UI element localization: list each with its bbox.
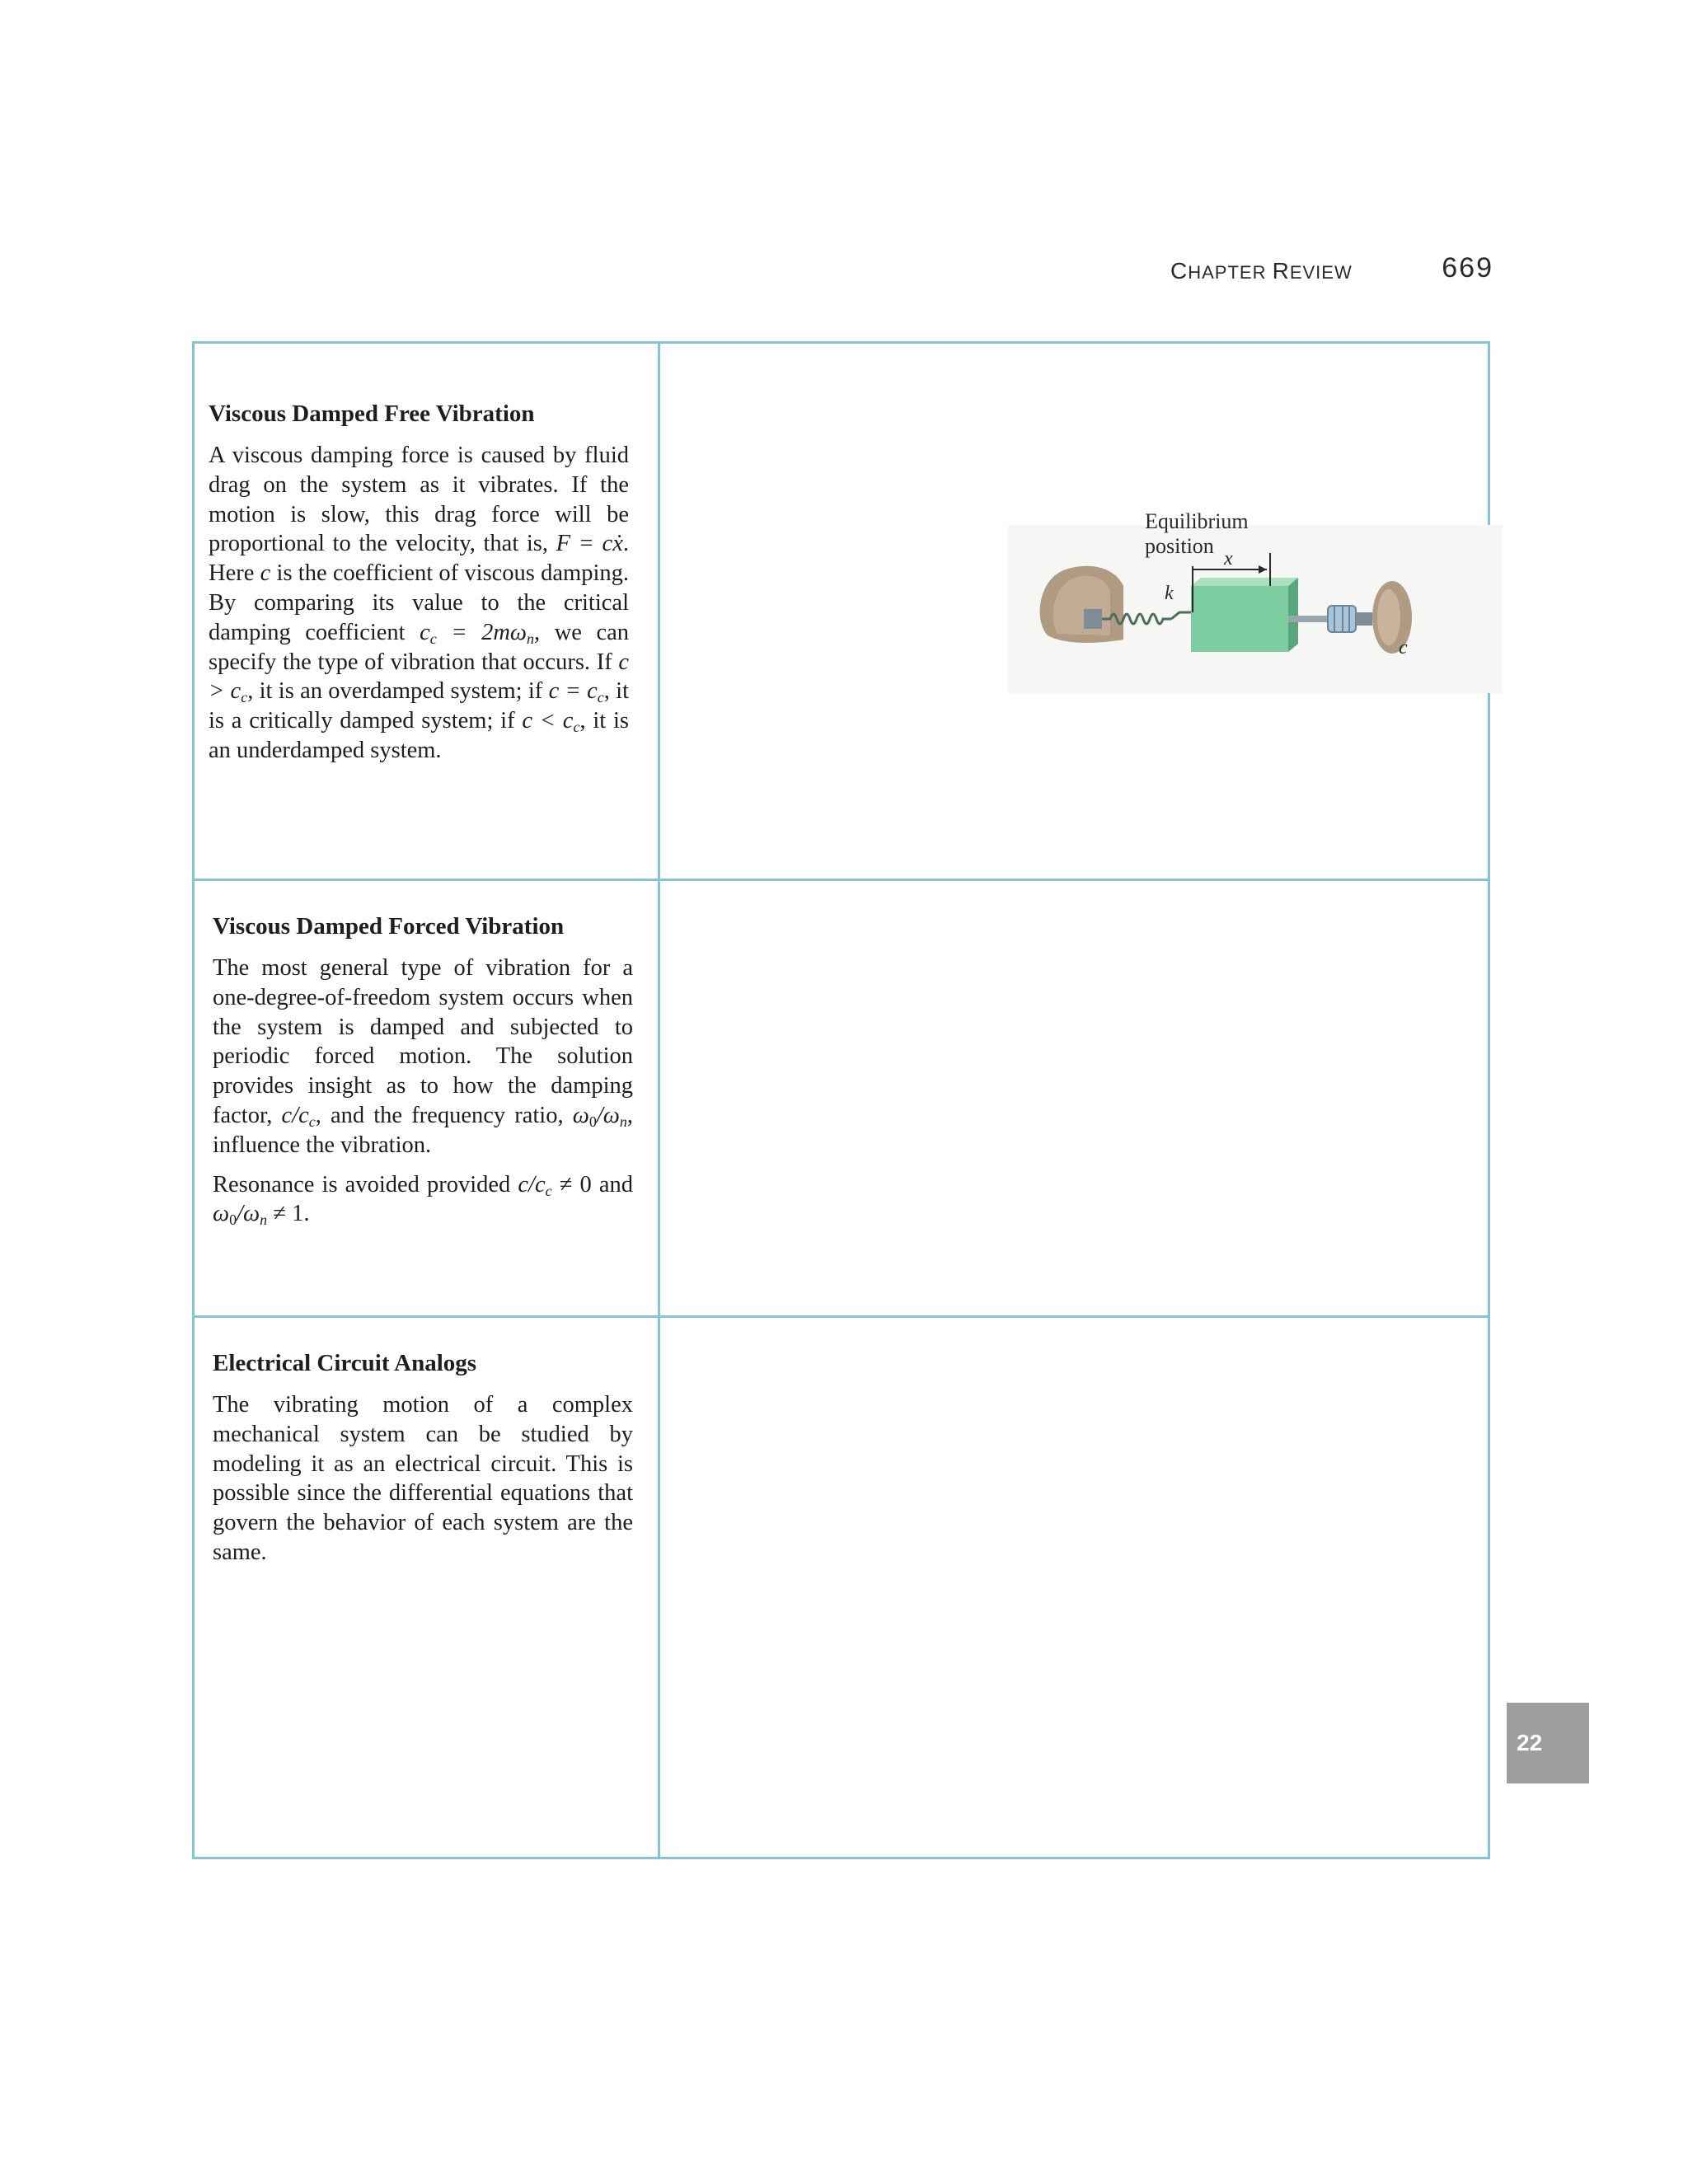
section-title: Electrical Circuit Analogs [213, 1350, 477, 1376]
chapter-tab: 22 [1507, 1703, 1589, 1783]
c-label: c [1399, 637, 1408, 658]
figure-cell [660, 881, 1488, 1315]
running-head: CHAPTER REVIEW [1170, 258, 1353, 284]
x-label: x [1224, 548, 1233, 569]
section-block [209, 398, 629, 776]
section-paragraph: A viscous damping force is caused by fluid drag on the system as it vibrates. If the motion is slow, this drag force will be proportional to the velocity, that is, F = cẋ. Here c is the coefficient of viscous damping. By comparing its value to the critical damping coefficient $c_c = 2m\omega_n$, we can specify the type of vibration that occurs. If $c > c_c$, it is an overdamped system; if $c = c_c$, it is a critically damped system; if $c < c_c$, it is an underdamped system. [209, 443, 630, 763]
position-label: position [1145, 534, 1214, 558]
section-title: Viscous Damped Forced Vibration [213, 913, 565, 940]
section-title: Viscous Damped Free Vibration [209, 401, 535, 427]
section-paragraph: Resonance is avoided provided $c/c_c \ne 0$ and $\omega_0/\omega_n \ne 1$. [213, 1171, 633, 1229]
damper-mount [1356, 612, 1372, 626]
section-paragraph: The most general type of vibration for a one-degree-of-freedom system occurs when the system is damped and subjected to periodic forced motion. The solution provides insight as to how the damping factor, $c/c_c$, and the frequency ratio, $\omega_0/\omega_n$, influence the vibration. [213, 955, 633, 1158]
mass-spring-damper-figure [1008, 509, 1503, 693]
review-row-circuit-analogs [195, 1318, 1488, 1857]
block-top [1191, 578, 1298, 586]
right-wall-highlight [1377, 589, 1400, 645]
k-label: k [1165, 583, 1174, 604]
equilibrium-label: Equilibrium [1145, 509, 1249, 533]
section-paragraph: The vibrating motion of a complex mechanical system can be studied by modeling it as an electrical circuit. This is possible since the differential equations that govern the behavior of each system are the same. [213, 1392, 633, 1565]
section-block [213, 1347, 633, 1577]
chapter-review-table [192, 341, 1490, 1859]
block-side [1288, 578, 1298, 652]
spring-mount [1084, 609, 1102, 629]
mass-spring-damper-diagram [1008, 509, 1503, 693]
section-block [213, 911, 633, 1239]
review-row-free-vibration [195, 344, 1488, 881]
text-cell [195, 344, 660, 879]
damper-rod [1288, 616, 1329, 622]
text-cell [195, 1318, 660, 1857]
mass-block [1191, 586, 1288, 652]
text-cell [195, 881, 660, 1315]
figure-cell [660, 1318, 1488, 1857]
page-number: 669 [1442, 252, 1493, 284]
review-row-forced-vibration [195, 881, 1488, 1318]
figure-cell [660, 344, 1488, 879]
